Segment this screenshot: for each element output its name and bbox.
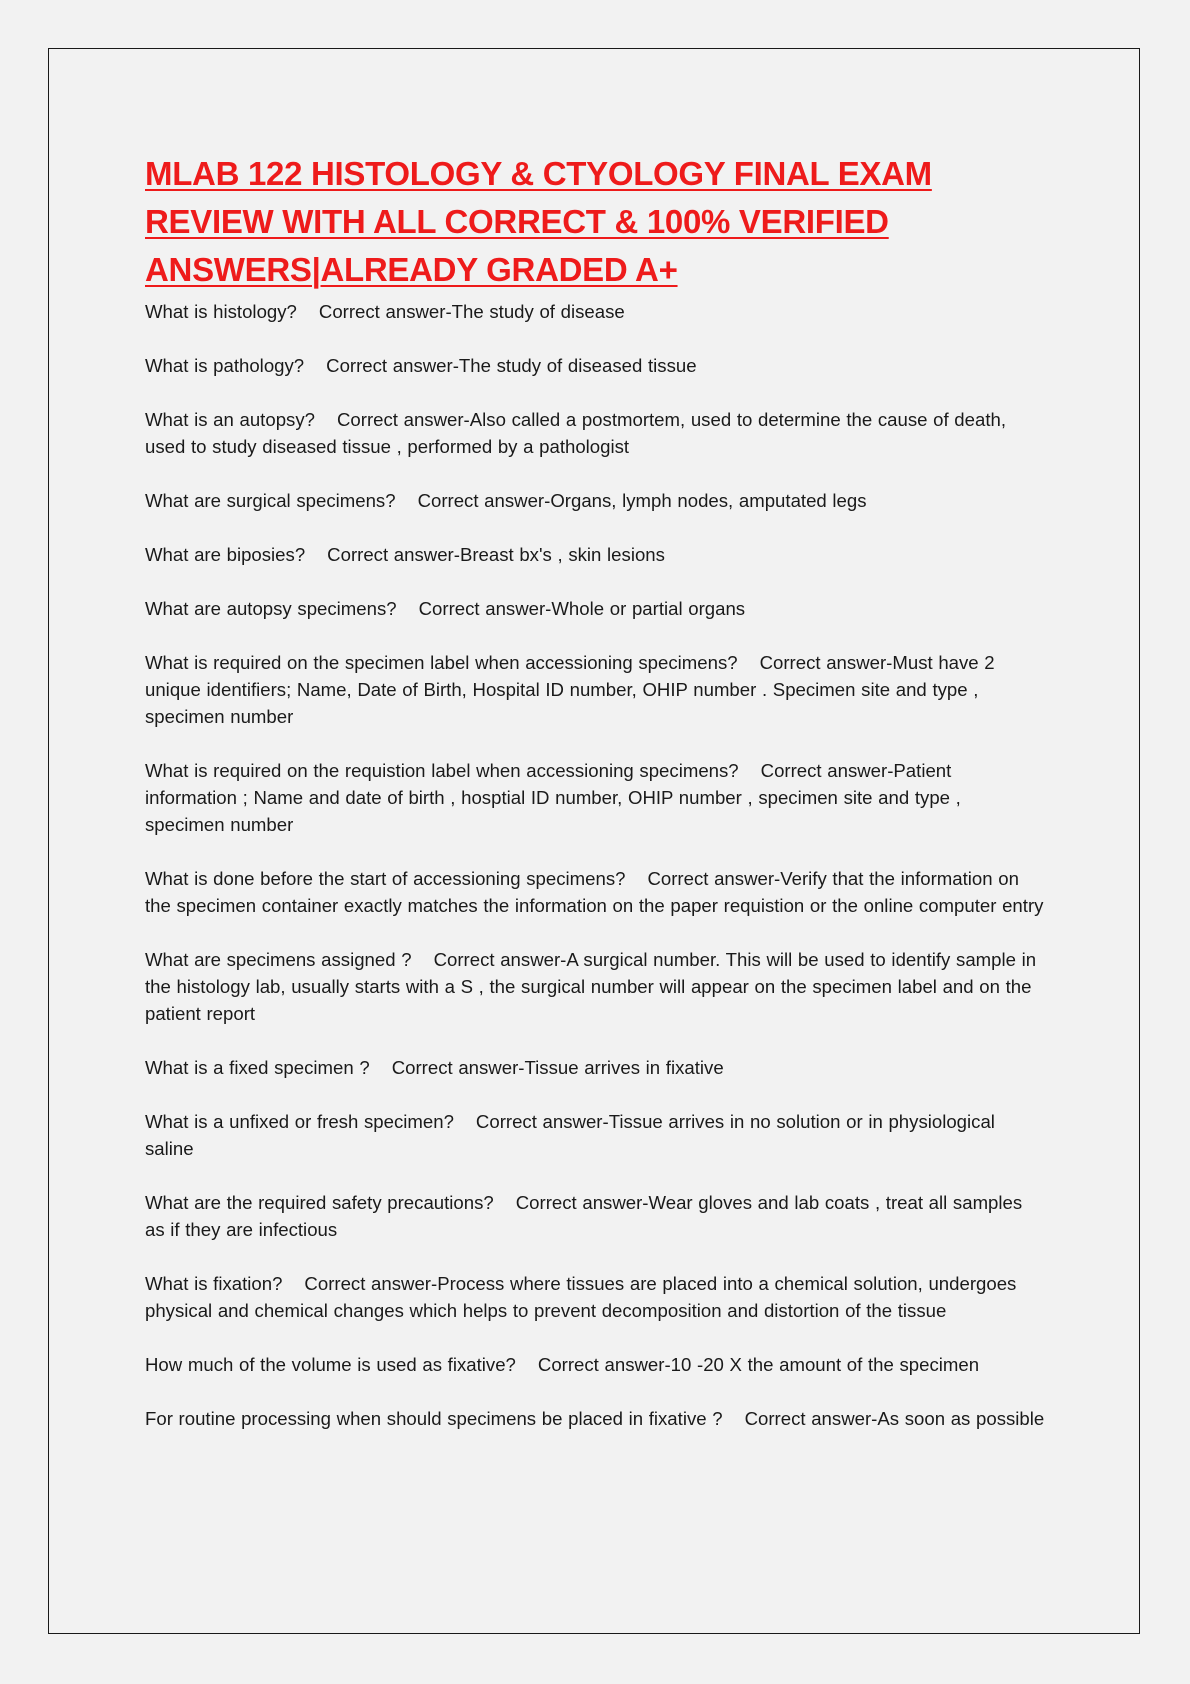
qa-item <box>145 1270 1045 1324</box>
answer-prefix: Correct answer- <box>759 652 893 673</box>
answer-text: Breast bx's , skin lesions <box>459 544 665 565</box>
answer-prefix: Correct answer- <box>418 598 552 619</box>
question-text: What is pathology? <box>145 355 305 376</box>
document-body <box>145 150 1045 1459</box>
answer-prefix: Correct answer- <box>391 1057 525 1078</box>
answer-prefix: Correct answer- <box>744 1408 878 1429</box>
answer-prefix: Correct answer- <box>760 760 894 781</box>
answer-text: Wear gloves and lab coats , treat all samples as if they are infectious <box>145 1192 1023 1240</box>
qa-item <box>145 1108 1045 1162</box>
question-text: What is a unfixed or fresh specimen? <box>145 1111 454 1132</box>
answer-text: The study of diseased tissue <box>458 355 697 376</box>
qa-item <box>145 298 1045 325</box>
answer-text: Whole or partial organs <box>551 598 746 619</box>
qa-item <box>145 649 1045 730</box>
answer-text: Process where tissues are placed into a chemical solution, undergoes physical and chemical changes which helps to prevent decomposition and distortion of the tissue <box>145 1273 1017 1321</box>
qa-item <box>145 352 1045 379</box>
answer-prefix: Correct answer- <box>537 1354 671 1375</box>
answer-prefix: Correct answer- <box>515 1192 649 1213</box>
answer-text: Must have 2 unique identifiers; Name, Date of Birth, Hospital ID number, OHIP number . Specimen site and type , specimen number <box>145 652 995 727</box>
question-text: What is required on the requistion label when accessioning specimens? <box>145 760 739 781</box>
qa-item <box>145 1405 1045 1432</box>
question-text: What is fixation? <box>145 1273 283 1294</box>
answer-prefix: Correct answer- <box>433 949 567 970</box>
answer-prefix: Correct answer- <box>304 1273 438 1294</box>
question-text: What is done before the start of accessioning specimens? <box>145 868 626 889</box>
qa-item <box>145 1054 1045 1081</box>
answer-prefix: Correct answer- <box>326 355 459 376</box>
answer-text: Tissue arrives in fixative <box>524 1057 724 1078</box>
question-text: What is required on the specimen label when accessioning specimens? <box>145 652 738 673</box>
answer-text: A surgical number. This will be used to identify sample in the histology lab, usually starts with a S , the surgical number will appear on the specimen label and on the patient report <box>145 949 1037 1024</box>
qa-item <box>145 541 1045 568</box>
answer-prefix: Correct answer- <box>336 409 470 430</box>
question-text: How much of the volume is used as fixative? <box>145 1354 516 1375</box>
qa-item <box>145 1351 1045 1378</box>
answer-text: Tissue arrives in no solution or in physiological saline <box>145 1111 995 1159</box>
document-title <box>145 150 1045 294</box>
qa-item <box>145 1189 1045 1243</box>
answer-text: Also called a postmortem, used to determine the cause of death, used to study diseased tissue , performed by a pathologist <box>145 409 1007 457</box>
title-line: REVIEW WITH ALL CORRECT & 100% VERIFIED <box>145 203 889 240</box>
question-text: What is a fixed specimen ? <box>145 1057 370 1078</box>
question-text: What are surgical specimens? <box>145 490 396 511</box>
answer-prefix: Correct answer- <box>475 1111 609 1132</box>
question-text: What are biposies? <box>145 544 306 565</box>
answer-prefix: Correct answer- <box>327 544 460 565</box>
answer-prefix: Correct answer- <box>318 301 452 322</box>
qa-item <box>145 946 1045 1027</box>
question-text: For routine processing when should specimens be placed in fixative ? <box>145 1408 723 1429</box>
question-text: What is histology? <box>145 301 297 322</box>
answer-text: As soon as possible <box>877 1408 1045 1429</box>
qa-list <box>145 298 1045 1432</box>
answer-prefix: Correct answer- <box>417 490 551 511</box>
answer-text: Patient information ; Name and date of birth , hosptial ID number, OHIP number , specimen site and type , specimen number <box>145 760 961 835</box>
answer-prefix: Correct answer- <box>647 868 781 889</box>
qa-item <box>145 487 1045 514</box>
answer-text: 10 -20 X the amount of the specimen <box>670 1354 980 1375</box>
qa-item <box>145 757 1045 838</box>
question-text: What are specimens assigned ? <box>145 949 412 970</box>
answer-text: The study of disease <box>451 301 625 322</box>
qa-item <box>145 406 1045 460</box>
title-line: MLAB 122 HISTOLOGY & CTYOLOGY FINAL EXAM <box>145 155 932 192</box>
question-text: What are the required safety precautions? <box>145 1192 494 1213</box>
answer-text: Organs, lymph nodes, amputated legs <box>550 490 867 511</box>
title-line: ANSWERS|ALREADY GRADED A+ <box>145 251 678 288</box>
question-text: What is an autopsy? <box>145 409 315 430</box>
qa-item <box>145 865 1045 919</box>
answer-text: Verify that the information on the specimen container exactly matches the information on the paper requistion or the online computer entry <box>145 868 1044 916</box>
question-text: What are autopsy specimens? <box>145 598 397 619</box>
qa-item <box>145 595 1045 622</box>
